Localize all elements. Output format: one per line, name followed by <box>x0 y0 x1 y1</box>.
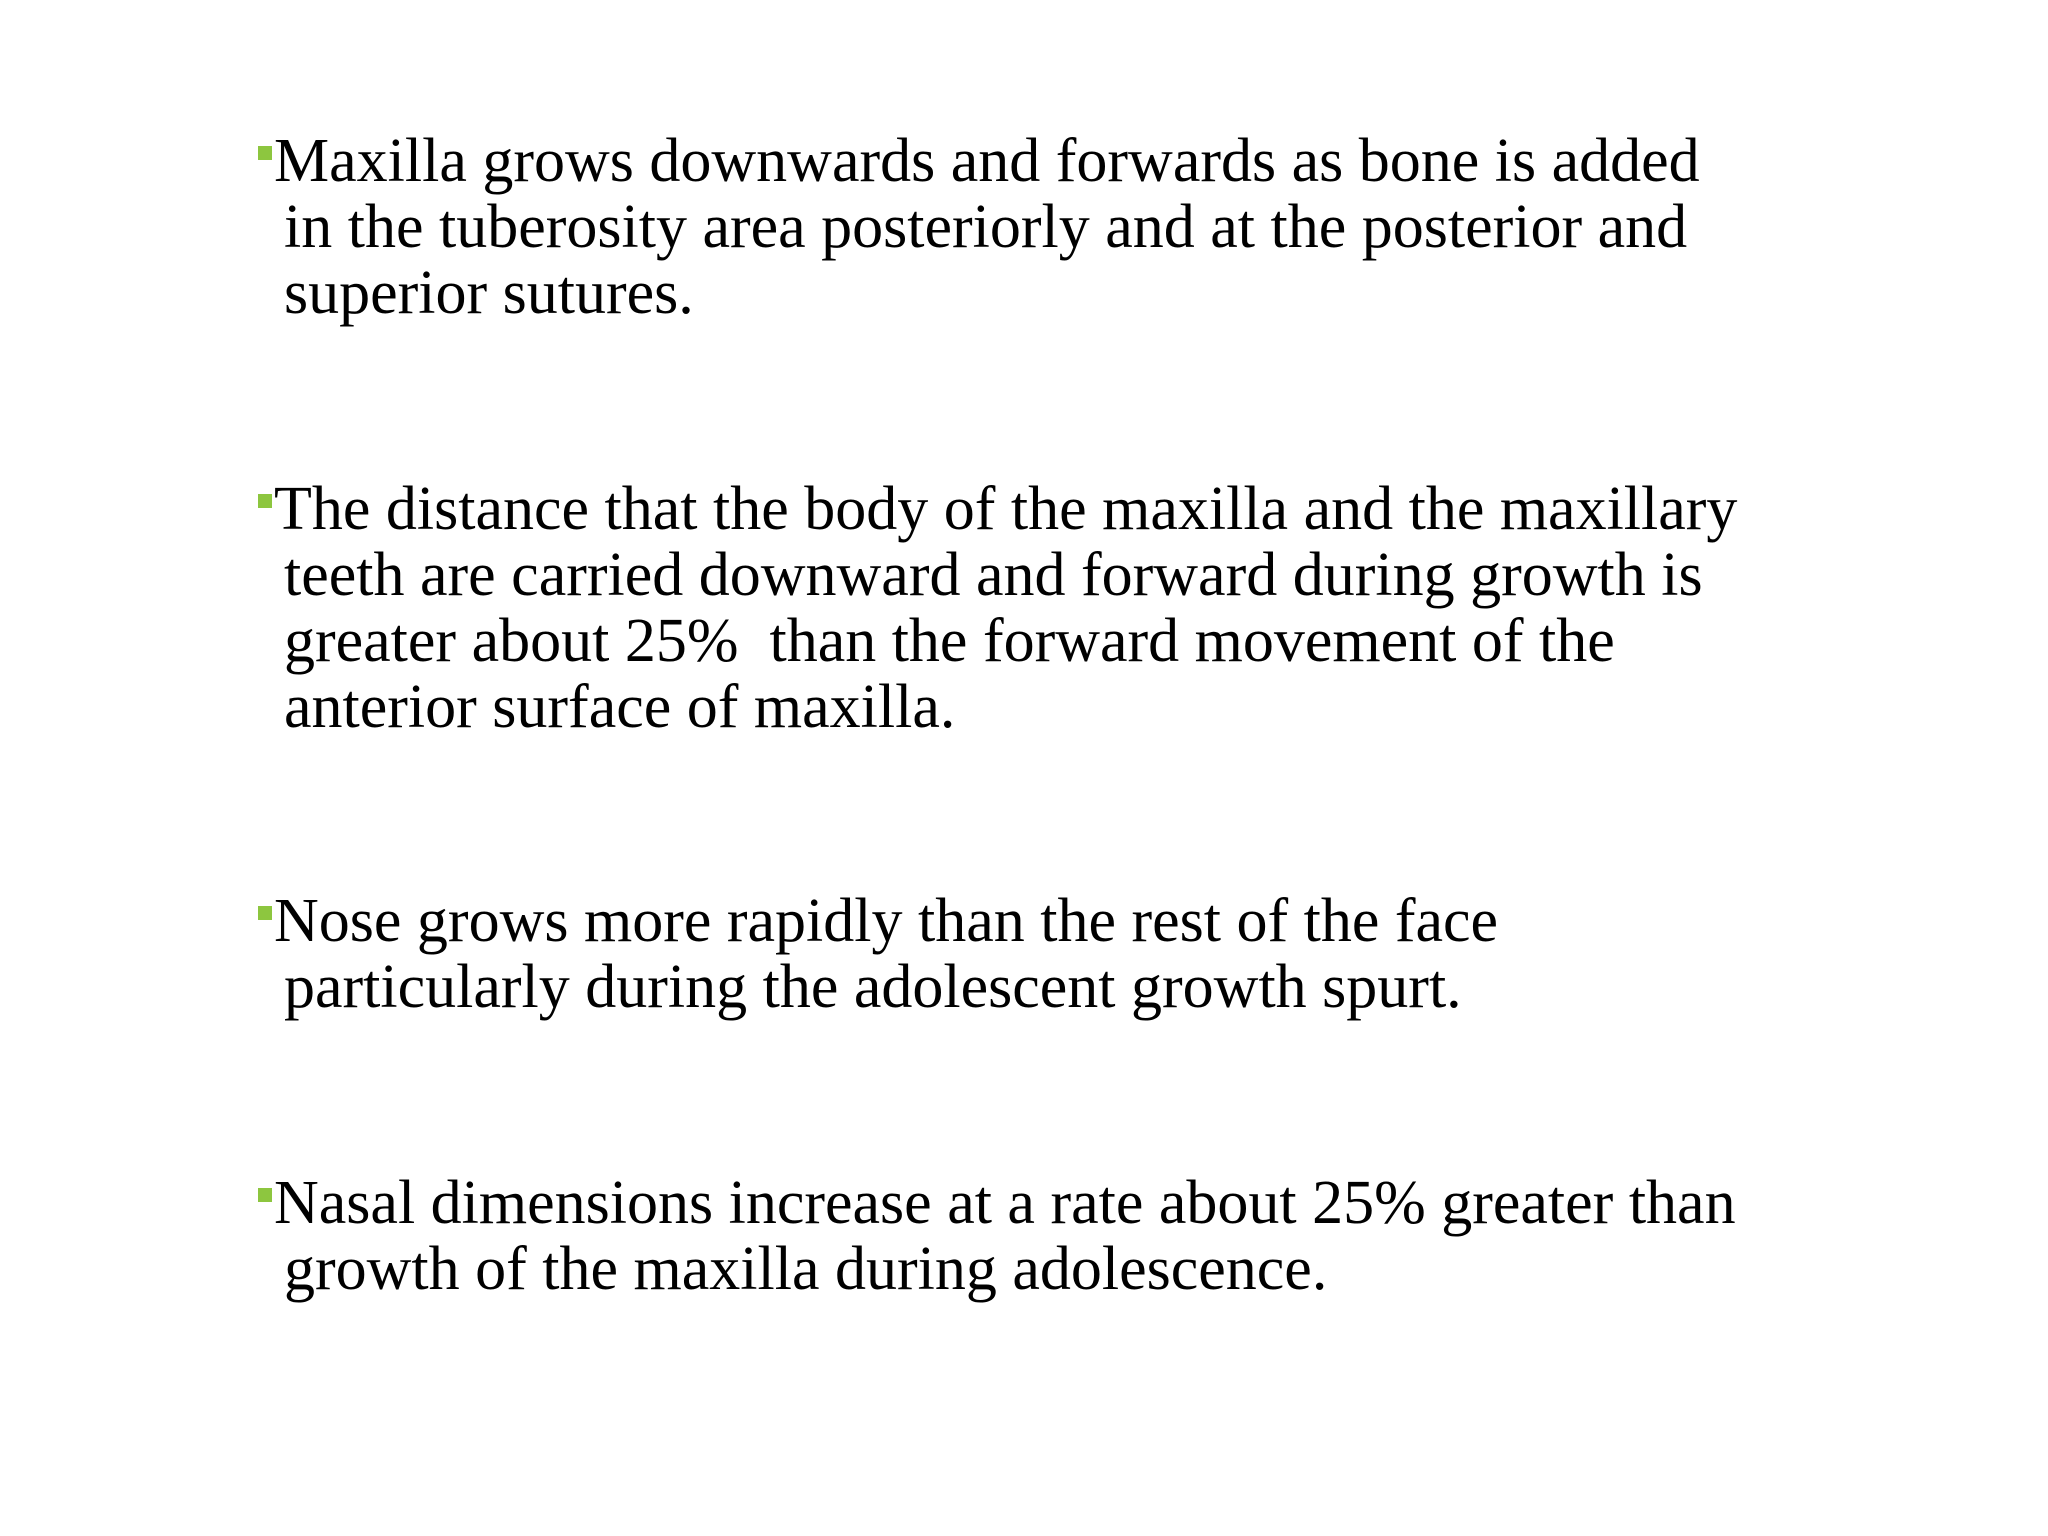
bullet-line: The distance that the body of the maxilla and the maxillary <box>274 475 1738 543</box>
bullet-item-3 <box>258 888 1958 1020</box>
bullet-line: greater about 25% than the forward movement of the <box>284 607 1615 675</box>
bullet-item-4 <box>258 1170 1958 1302</box>
bullet-text <box>274 476 1958 740</box>
square-bullet-icon <box>258 1188 272 1202</box>
bullet-item-1 <box>258 128 1958 326</box>
square-bullet-icon <box>258 146 272 160</box>
bullet-line: growth of the maxilla during adolescence. <box>284 1235 1328 1303</box>
bullet-text <box>274 1170 1958 1302</box>
bullet-line: particularly during the adolescent growth spurt. <box>284 953 1462 1021</box>
bullet-line: in the tuberosity area posteriorly and at the posterior and <box>284 193 1688 261</box>
bullet-list <box>258 128 1958 1302</box>
bullet-text <box>274 888 1958 1020</box>
bullet-line: Nose grows more rapidly than the rest of the face <box>274 887 1499 955</box>
bullet-item-2 <box>258 476 1958 740</box>
bullet-line: anterior surface of maxilla. <box>284 673 956 741</box>
bullet-text <box>274 128 1958 326</box>
square-bullet-icon <box>258 494 272 508</box>
square-bullet-icon <box>258 906 272 920</box>
bullet-line: Nasal dimensions increase at a rate about 25% greater than <box>274 1169 1736 1237</box>
bullet-line: Maxilla grows downwards and forwards as bone is added <box>274 127 1700 195</box>
bullet-line: superior sutures. <box>284 259 694 327</box>
bullet-line: teeth are carried downward and forward during growth is <box>284 541 1703 609</box>
